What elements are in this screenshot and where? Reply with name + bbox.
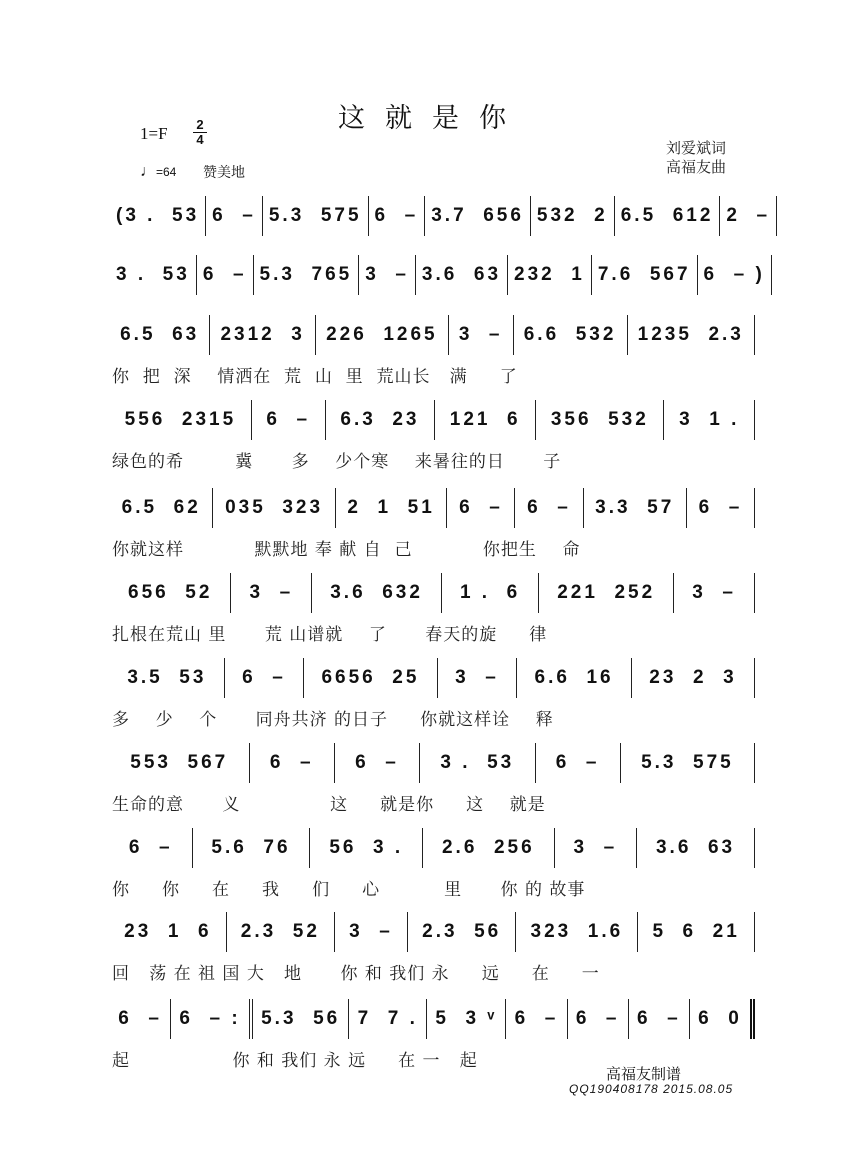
measure-notes: 1235 2.3: [637, 324, 744, 345]
measure-notes: 2312 3: [220, 324, 305, 345]
measure-notes: 7.6 567: [597, 264, 691, 285]
measure: [193, 828, 311, 868]
notation-line: [110, 315, 755, 355]
tempo-marking: [140, 163, 176, 181]
notation-line: [110, 912, 755, 952]
measure-notes: 3 –: [249, 582, 294, 603]
measure: [449, 315, 514, 355]
measure-notes: 6.5 63: [120, 324, 200, 345]
time-sig-top: 2: [196, 117, 204, 132]
measure-notes: 3.6 632: [330, 582, 423, 603]
measure-notes: 6.3 23: [340, 409, 420, 430]
notation-line: [110, 743, 755, 783]
measure: [110, 573, 231, 613]
measure-notes: 221 252: [557, 582, 656, 603]
measure-notes: 3 . 53: [440, 752, 515, 773]
measure: [438, 658, 517, 698]
lyrics-line: 绿色的希 冀 多 少个寒 来暑往的日 子: [112, 452, 562, 472]
measure: [515, 488, 583, 528]
measure: [369, 196, 426, 236]
measure-notes: (3 . 53: [116, 205, 200, 226]
measure-notes: 3.6 63: [421, 264, 502, 285]
measure-notes: 232 1: [514, 264, 585, 285]
measure-notes: 6.5 62: [121, 497, 201, 518]
measure-notes: 3 –: [458, 324, 503, 345]
measure-notes: 553 567: [130, 752, 229, 773]
lyrics-line: 你 你 在 我 们 心 里 你 的 故事: [112, 880, 586, 900]
measure-notes: 6.6 16: [534, 667, 614, 688]
measure-notes: 3 –: [573, 837, 618, 858]
notation-line: [110, 488, 755, 528]
measure-notes: 3.6 63: [655, 837, 736, 858]
measure-notes: 5 6 21: [652, 921, 740, 942]
measure: [349, 999, 427, 1039]
measure: [536, 743, 621, 783]
measure-notes: 6 –: [374, 205, 419, 226]
measure-notes: 3 1 .: [679, 409, 740, 430]
measure: [514, 315, 628, 355]
measure-notes: 56 3 .: [329, 837, 404, 858]
song-title: 这就是你: [338, 103, 526, 134]
measure: [425, 196, 531, 236]
measure: [326, 400, 435, 440]
measure-notes: 3 –: [365, 264, 409, 285]
measure-notes: 656 52: [128, 582, 213, 603]
lyrics-line: 你 把 深 情洒在 荒 山 里 荒山长 满 了: [112, 367, 518, 387]
expression-marking: 赞美地: [203, 165, 245, 181]
measure-notes: 121 6: [449, 409, 521, 430]
measure: [304, 658, 438, 698]
composer: 高福友曲: [666, 158, 727, 176]
measure: [517, 658, 632, 698]
quarter-note-icon: ♩: [140, 163, 156, 180]
lyrics-line: 回 荡 在 祖 国 大 地 你 和 我们 永 远 在 一: [112, 964, 600, 984]
measure: [335, 912, 408, 952]
measure: [508, 255, 592, 295]
measure-notes: 6 0: [698, 1008, 742, 1029]
measure: [720, 196, 777, 236]
time-signature: [193, 119, 207, 146]
measure-notes: 7 7 .: [357, 1008, 418, 1029]
measure: [110, 912, 227, 952]
measure: [110, 828, 193, 868]
measure-notes: 6 –: [118, 1008, 162, 1029]
measure-notes: 23 1 6: [124, 921, 212, 942]
measure: [359, 255, 416, 295]
measure: [408, 912, 516, 952]
measure-notes: 6 –: [202, 264, 247, 285]
measure: [442, 573, 539, 613]
measure-notes: 356 532: [550, 409, 649, 430]
measure: [416, 255, 508, 295]
notation-line: [110, 255, 765, 295]
measure: [110, 658, 225, 698]
measure-notes: 3 –: [349, 921, 393, 942]
measure: [664, 400, 755, 440]
measure: [536, 400, 664, 440]
measure: [254, 255, 360, 295]
measure: [423, 828, 554, 868]
measure-notes: 5.3 765: [259, 264, 353, 285]
measure: [250, 743, 335, 783]
measure: [629, 999, 690, 1039]
measure-notes: 6 –: [514, 1008, 559, 1029]
measure: [427, 999, 506, 1039]
lyrics-line: 你就这样 默默地 奉 献 自 己 你把生 命: [112, 540, 581, 560]
measure: [310, 828, 423, 868]
measure: [687, 488, 755, 528]
measure-notes: 3.5 53: [127, 667, 207, 688]
measure: [628, 315, 755, 355]
notation-line: [110, 999, 755, 1039]
measure-notes: 035 323: [225, 497, 324, 518]
measure-notes: 2.6 256: [441, 837, 535, 858]
tempo-value: =64: [156, 165, 177, 179]
measure: [110, 196, 206, 236]
time-sig-bottom: 4: [196, 132, 204, 147]
contact-date: QQ190408178 2015.08.05: [569, 1082, 734, 1096]
lyrics-line: 扎根在荒山 里 荒 山谱就 了 春天的旋 律: [112, 625, 548, 645]
measure: [674, 573, 755, 613]
measure-notes: 6 – :: [179, 1008, 241, 1029]
measure: [447, 488, 515, 528]
measure-notes: 323 1.6: [530, 921, 624, 942]
lyricist: 刘爱斌词: [666, 139, 727, 157]
measure-notes: 6.6 532: [523, 324, 617, 345]
measure: [210, 315, 316, 355]
measure: [225, 658, 304, 698]
measure: [698, 255, 772, 295]
measure: [638, 912, 755, 952]
measure-notes: 6656 25: [321, 667, 420, 688]
measure: [206, 196, 263, 236]
measure: [539, 573, 674, 613]
measure: [110, 743, 250, 783]
measure-notes: 6 –: [575, 1008, 620, 1029]
measure-notes: 6 –: [269, 752, 314, 773]
measure-notes: 6 –: [355, 752, 399, 773]
notation-line: [110, 196, 771, 236]
measure: [227, 912, 335, 952]
measure: [621, 743, 755, 783]
notation-line: [110, 658, 755, 698]
measure-notes: 556 2315: [124, 409, 237, 430]
measure: [615, 196, 721, 236]
measure: [110, 315, 210, 355]
measure-notes: 3 . 53: [116, 264, 190, 285]
measure-notes: 6 –: [242, 667, 286, 688]
measure: [171, 999, 253, 1039]
measure: [690, 999, 755, 1039]
measure: [435, 400, 536, 440]
measure-notes: 5 3 ᵛ: [435, 1008, 498, 1029]
measure-notes: 2.3 52: [240, 921, 320, 942]
notation-line: [110, 828, 755, 868]
measure: [516, 912, 638, 952]
measure: [197, 255, 254, 295]
measure: [253, 999, 350, 1039]
measure-notes: 6 – ): [703, 264, 765, 285]
measure-notes: 3 –: [455, 667, 499, 688]
measure: [420, 743, 535, 783]
measure: [592, 255, 698, 295]
measure-notes: 5.6 76: [211, 837, 291, 858]
lyrics-line: 多 少 个 同舟共济 的日子 你就这样诠 释: [112, 710, 554, 730]
notation-line: [110, 400, 755, 440]
key-signature: 1=F: [140, 124, 168, 143]
measure: [231, 573, 312, 613]
measure-notes: 2 1 51: [347, 497, 435, 518]
measure-notes: 5.3 575: [268, 205, 362, 226]
notation-line: [110, 573, 755, 613]
measure-notes: 5.3 575: [641, 752, 734, 773]
measure: [110, 255, 197, 295]
measure: [110, 999, 171, 1039]
measure: [312, 573, 442, 613]
measure: [336, 488, 448, 528]
measure-notes: 226 1265: [326, 324, 438, 345]
measure-notes: 1 . 6: [459, 582, 521, 603]
measure-notes: 6 –: [212, 205, 256, 226]
measure: [110, 488, 213, 528]
measure-notes: 6 –: [636, 1008, 681, 1029]
lyrics-line: 起 你 和 我们 永 远 在 一 起: [112, 1051, 478, 1071]
measure-notes: 6.5 612: [620, 205, 714, 226]
arranger-credit: 高福友制谱: [606, 1065, 682, 1083]
lyrics-line: 生命的意 义 这 就是你 这 就是: [112, 795, 546, 815]
measure-notes: 532 2: [536, 205, 608, 226]
measure-notes: 3.3 57: [595, 497, 675, 518]
measure: [335, 743, 420, 783]
measure: [506, 999, 567, 1039]
measure: [568, 999, 629, 1039]
measure: [263, 196, 369, 236]
measure: [252, 400, 326, 440]
measure-notes: 2 –: [726, 205, 771, 226]
measure: [637, 828, 755, 868]
measure: [555, 828, 638, 868]
measure: [584, 488, 687, 528]
measure-notes: 3 –: [692, 582, 736, 603]
measure: [110, 400, 252, 440]
measure-notes: 23 2 3: [649, 667, 737, 688]
credits: [666, 139, 726, 177]
measure-notes: 6 –: [555, 752, 600, 773]
measure-notes: 6 –: [527, 497, 571, 518]
measure-notes: 6 –: [266, 409, 311, 430]
measure-notes: 6 –: [128, 837, 173, 858]
measure-notes: 3.7 656: [431, 205, 524, 226]
measure: [213, 488, 335, 528]
measure: [531, 196, 615, 236]
measure-notes: 2.3 56: [422, 921, 502, 942]
measure-notes: 6 –: [698, 497, 743, 518]
measure-notes: 6 –: [459, 497, 503, 518]
measure: [316, 315, 449, 355]
measure: [632, 658, 755, 698]
measure-notes: 5.3 56: [261, 1008, 341, 1029]
